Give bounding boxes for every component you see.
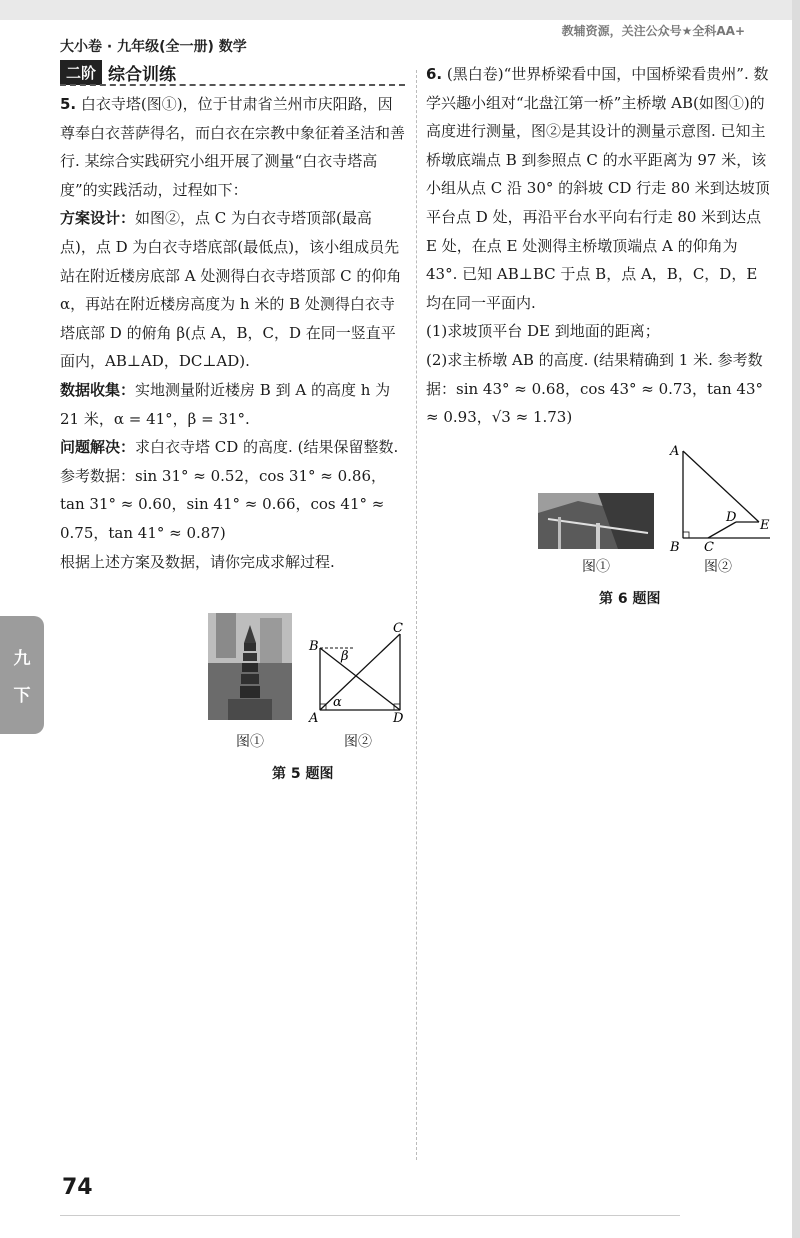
q5-line-bd <box>320 648 400 710</box>
column-divider <box>416 70 417 1160</box>
q5-data-label: 数据收集： <box>60 380 136 399</box>
q5-label-alpha: α <box>333 695 342 710</box>
question-6 <box>426 60 771 432</box>
q6-text <box>426 60 771 317</box>
q6-bridge-photo <box>538 493 654 549</box>
q5-solve-label: 问题解决： <box>60 438 136 457</box>
q5-closing: 根据上述方案及数据，请你完成求解过程. <box>60 552 335 571</box>
q5-pagoda-photo <box>208 613 292 720</box>
q6-number: 6. <box>426 65 443 83</box>
q5-data <box>60 376 405 433</box>
q5-line-ac <box>320 634 400 710</box>
q5-fig2-caption: 图② <box>344 734 372 750</box>
watermark: 教辅资源，关注公众号★全科AA+ <box>561 24 745 38</box>
section-tag: 二阶 <box>60 60 102 85</box>
q6-label-b: B <box>670 540 680 555</box>
q6-figure-title: 第 6 题图 <box>599 591 661 607</box>
section-heading <box>60 60 176 85</box>
q6-part2: (2)求主桥墩 AB 的高度. (结果精确到 1 米. 参考数据：sin 43° ≈ 0.68，cos 43° ≈ 0.73，tan 43° ≈ 0.93，√3 ≈ 1.73) <box>426 350 763 427</box>
book-title: 大小卷 · 九年级(全一册) 数学 <box>60 39 247 55</box>
q5-fig1-caption: 图① <box>236 734 264 750</box>
grade-side-tab <box>0 616 44 734</box>
q6-label-d: D <box>726 510 737 525</box>
q5-intro-text: 白衣寺塔(图①)，位于甘肃省兰州市庆阳路，因尊奉白衣菩萨得名，而白衣在宗教中象征着圣洁和善行. 某综合实践研究小组开展了测量“白衣寺塔高度”的实践活动，过程如下： <box>60 95 406 199</box>
q5-label-b: B <box>309 639 319 654</box>
q5-label-c: C <box>393 621 403 636</box>
q6-fig2-caption: 图② <box>704 559 732 575</box>
bridge-illustration <box>538 493 654 549</box>
side-tab-line1: 九 <box>13 649 31 669</box>
q5-design <box>60 204 405 376</box>
q5-label-d: D <box>393 711 404 726</box>
q5-solve-text: 求白衣寺塔 CD 的高度. (结果保留整数. 参考数据：sin 31° ≈ 0.52，cos 31° ≈ 0.86，tan 31° ≈ 0.60，sin 41° ≈ 0.66，cos 41° ≈ 0.75，tan 41° ≈ 0.87) <box>60 438 399 542</box>
bottom-rule <box>60 1215 680 1216</box>
q5-number: 5. <box>60 95 77 113</box>
q5-diagram <box>305 618 415 730</box>
q5-solve <box>60 433 405 547</box>
page-top-edge <box>0 0 800 20</box>
q6-label-a: A <box>670 445 680 459</box>
question-5 <box>60 90 405 576</box>
q6-label-c: C <box>704 540 714 555</box>
q5-intro <box>60 90 405 204</box>
q5-data-text: 实地测量附近楼房 B 到 A 的高度 h 为 21 米，α = 41°，β = 31°. <box>60 380 391 428</box>
page-right-edge <box>792 0 800 1238</box>
section-rule <box>60 84 405 86</box>
q6-part1: (1)求坡顶平台 DE 到地面的距离； <box>426 322 660 341</box>
section-title: 综合训练 <box>108 65 177 85</box>
q5-design-text: 如图②，点 C 为白衣寺塔顶部(最高点)，点 D 为白衣寺塔底部(最低点)，该小组成员先站在附近楼房底部 A 处测得白衣寺塔顶部 C 的仰角 α，再站在附近楼房高度为 h 米的 B 处测得白衣寺塔底部 D 的俯角 β(点 A，B，C，D 在同一竖直平面内，AB⊥AD，DC⊥AD). <box>60 209 402 371</box>
q6-fig1-caption: 图① <box>582 559 610 575</box>
q5-label-beta: β <box>341 649 349 664</box>
page-number: 74 <box>62 1175 93 1200</box>
q6-label-e: E <box>760 518 770 533</box>
q5-label-a: A <box>309 711 319 726</box>
q5-figure-title: 第 5 题图 <box>272 766 334 782</box>
q6-diagram <box>666 445 776 557</box>
q6-line-ae <box>683 451 759 522</box>
q6-body: (黑白卷)“世界桥梁看中国，中国桥梁看贵州”. 数学兴趣小组对“北盘江第一桥”主桥墩 AB(如图①)的高度进行测量，图②是其设计的测量示意图. 已知主桥墩底端点 B 到参照点 C 的水平距离为 97 米，该小组从点 C 沿 30° 的斜坡 CD 行走 80 米到达坡顶平台点 D 处，再沿平台水平向右行走 80 米到达点 E 处，在点 E 处测得主桥墩顶端点 A 的仰角为 43°. 已知 AB⊥BC 于点 B，点 A，B，C，D，E 均在同一平面内. <box>426 65 770 312</box>
pagoda-illustration <box>208 613 292 720</box>
q5-design-label: 方案设计： <box>60 209 136 228</box>
side-tab-line2: 下 <box>13 686 31 706</box>
